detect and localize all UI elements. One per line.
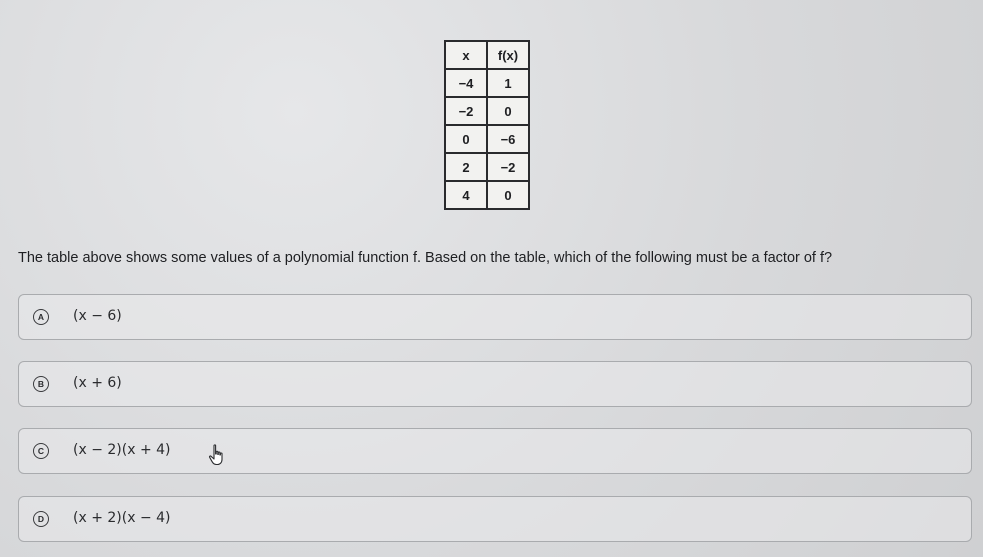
choice-expression: (x − 2)(x + 4) xyxy=(73,442,171,458)
table-header-row xyxy=(445,41,529,69)
hand-pointer-icon-svg xyxy=(207,444,227,466)
choice-letter-badge: B xyxy=(33,376,49,392)
answer-choice-b[interactable] xyxy=(18,361,972,407)
answer-choice-c[interactable] xyxy=(18,428,972,474)
table-cell-x: 4 xyxy=(445,181,487,209)
table-row xyxy=(445,97,529,125)
hand-pointer-icon xyxy=(207,444,227,466)
choice-expression: (x + 2)(x − 4) xyxy=(73,510,171,526)
table-row xyxy=(445,153,529,181)
table-cell-x: 2 xyxy=(445,153,487,181)
table-cell-x: −2 xyxy=(445,97,487,125)
table-header-x: x xyxy=(445,41,487,69)
choice-letter-badge: D xyxy=(33,511,49,527)
values-table xyxy=(444,40,530,210)
table-cell-x: 0 xyxy=(445,125,487,153)
table-cell-fx: 1 xyxy=(487,69,529,97)
choice-expression: (x + 6) xyxy=(73,375,122,391)
answer-choice-d[interactable] xyxy=(18,496,972,542)
table-row xyxy=(445,125,529,153)
answer-choice-a[interactable] xyxy=(18,294,972,340)
table-cell-x: −4 xyxy=(445,69,487,97)
table-cell-fx: −6 xyxy=(487,125,529,153)
table-row xyxy=(445,181,529,209)
question-text: The table above shows some values of a polynomial function f. Based on the table, which of the following must be a factor of f? xyxy=(18,250,833,266)
choice-letter-badge: C xyxy=(33,443,49,459)
table-cell-fx: 0 xyxy=(487,97,529,125)
choice-letter-badge: A xyxy=(33,309,49,325)
values-table-container xyxy=(444,40,530,210)
choice-expression: (x − 6) xyxy=(73,308,122,324)
table-row xyxy=(445,69,529,97)
table-cell-fx: 0 xyxy=(487,181,529,209)
table-cell-fx: −2 xyxy=(487,153,529,181)
table-header-fx: f(x) xyxy=(487,41,529,69)
